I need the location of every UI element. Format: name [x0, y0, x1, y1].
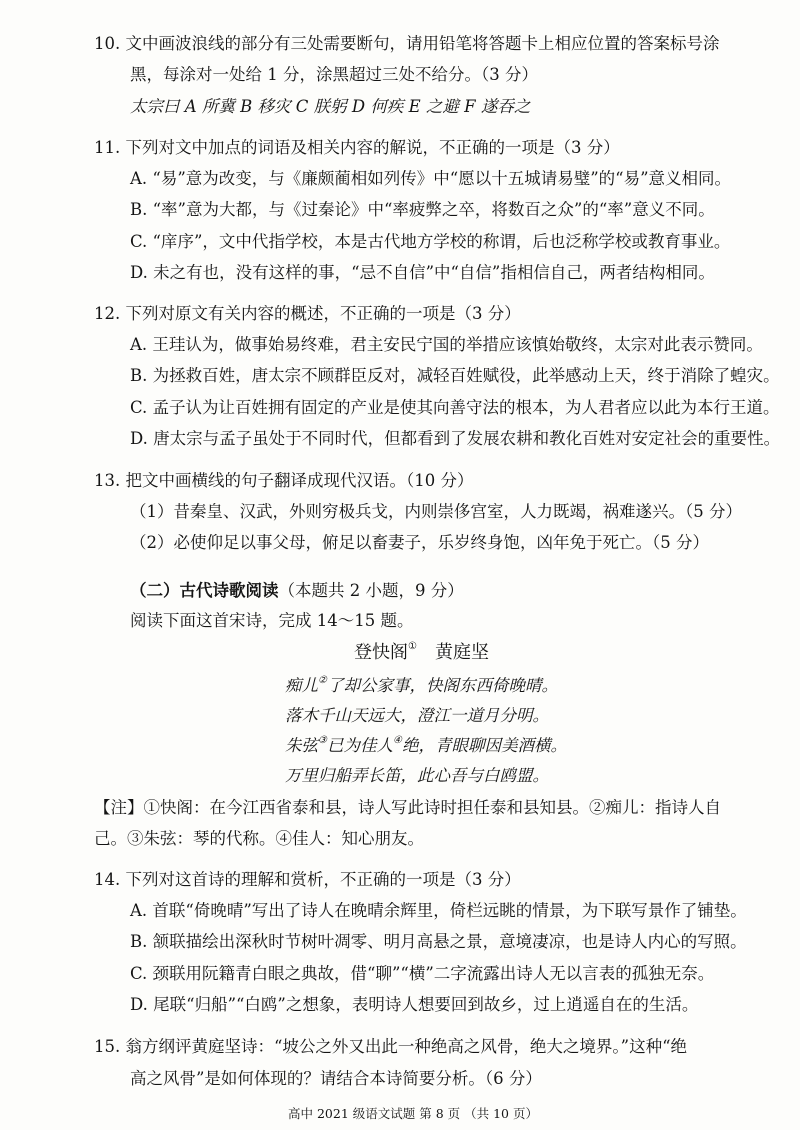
q11-option-c: C. “庠序”，文中代指学校，本是古代地方学校的称谓，后也泛称学校或教育事业。 — [130, 232, 731, 251]
poem-line-4-text: 万里归船弄长笛，此心吾与白鸥盟。 — [285, 766, 549, 785]
q11-option-a: A. “易”意为改变，与《廉颇蔺相如列传》中“愿以十五城请易璧”的“易”意义相同。 — [130, 169, 732, 188]
q15-line-2: 高之风骨”是如何体现的？请结合本诗简要分析。（6 分） — [130, 1069, 542, 1088]
poem-line-2-text: 落木千山天远大，澄江一道月分明。 — [285, 706, 549, 725]
poem-line-2 — [285, 708, 549, 725]
q14-option-a: A. 首联“倚晚晴”写出了诗人在晚晴余辉里，倚栏远眺的情景，为下联写景作了铺垫。 — [130, 901, 747, 920]
poem-line-1-part-b: 了却公家事，快阁东西倚晚晴。 — [326, 676, 558, 695]
q14-option-b: B. 颔联描绘出深秋时节树叶凋零、明月高悬之景，意境凄凉，也是诗人内心的写照。 — [130, 932, 747, 951]
poem-line-3 — [285, 735, 567, 755]
poem-line-3-mark-b: ④ — [392, 735, 402, 746]
q14-option-c: C. 颈联用阮籍青白眼之典故，借“聊”“横”二字流露出诗人无以言表的孤独无奈。 — [130, 964, 715, 983]
q10-line-1: 10. 文中画波浪线的部分有三处需要断句，请用铅笔将答题卡上相应位置的答案标号涂 — [94, 34, 720, 53]
q14-stem: 14. 下列对这首诗的理解和赏析，不正确的一项是（3 分） — [94, 870, 521, 889]
poem-title-row — [354, 641, 489, 663]
section-2-heading-note: （本题共 2 小题，9 分） — [278, 581, 464, 600]
q12-option-b: B. 为拯救百姓，唐太宗不顾群臣反对，减轻百姓赋役，此举感动上天，终于消除了蝗灾。 — [130, 366, 780, 385]
q10-line-2: 黑，每涂对一处给 1 分，涂黑超过三处不给分。（3 分） — [130, 65, 538, 84]
page-footer: 高中 2021 级语文试题 第 8 页 （共 10 页） — [288, 1106, 538, 1121]
poem-line-3-part-b: 已为佳人 — [326, 736, 393, 755]
poem-line-3-mark-a: ③ — [318, 735, 327, 746]
poem-author: 黄庭坚 — [434, 642, 489, 663]
q13-stem: 13. 把文中画横线的句子翻译成现代汉语。（10 分） — [94, 471, 474, 490]
section-2-heading: （二）古代诗歌阅读 — [130, 581, 279, 600]
section-2-intro: 阅读下面这首宋诗，完成 14～15 题。 — [130, 611, 414, 630]
q10-passage: 太宗曰 A 所冀 B 移灾 C 朕躬 D 何疾 E 之避 F 遂吞之 — [130, 97, 531, 116]
poem-title-footnote-mark: ① — [408, 641, 417, 652]
q12-stem: 12. 下列对原文有关内容的概述，不正确的一项是（3 分） — [94, 304, 521, 323]
q11-option-b: B. “率”意为大都，与《过秦论》中“率疲弊之卒，将数百之众”的“率”意义不同。 — [130, 200, 715, 219]
poem-line-1-mark: ② — [318, 675, 327, 686]
q14-option-d: D. 尾联“归船”“白鸥”之想象，表明诗人想要回到故乡，过上逍遥自在的生活。 — [130, 995, 699, 1014]
section-2-heading-row — [130, 583, 464, 600]
note-line-1: 【注】①快阁：在今江西省泰和县，诗人写此诗时担任泰和县知县。②痴儿：指诗人自 — [94, 798, 721, 817]
poem-line-1-part-a: 痴儿 — [285, 676, 318, 695]
poem-line-3-part-a: 朱弦 — [285, 736, 318, 755]
poem-line-4 — [285, 768, 549, 785]
note-line-2: 己。③朱弦：琴的代称。④佳人：知心朋友。 — [94, 829, 424, 848]
q12-option-d: D. 唐太宗与孟子虽处于不同时代，但都看到了发展农耕和教化百姓对安定社会的重要性。 — [130, 429, 781, 448]
q11-stem: 11. 下列对文中加点的词语及相关内容的解说，不正确的一项是（3 分） — [94, 138, 620, 157]
q13-item-1: （1）昔秦皇、汉武，外则穷极兵戈，内则崇侈宫室，人力既竭，祸难遂兴。（5 分） — [130, 502, 742, 521]
q12-option-c: C. 孟子认为让百姓拥有固定的产业是使其向善守法的根本，为人君者应以此为本行王道。 — [130, 398, 780, 417]
q12-option-a: A. 王珪认为，做事始易终难，君主安民宁国的举措应该慎始敬终，太宗对此表示赞同。 — [130, 335, 763, 354]
q15-line-1: 15. 翁方纲评黄庭坚诗：“坡公之外又出此一种绝高之风骨，绝大之境界。”这种“绝 — [94, 1037, 688, 1056]
q13-item-2: （2）必使仰足以事父母，俯足以畜妻子，乐岁终身饱，凶年免于死亡。（5 分） — [130, 533, 709, 552]
q11-option-d: D. 未之有也，没有这样的事，“忌不自信”中“自信”指相信自己，两者结构相同。 — [130, 263, 715, 282]
poem-title: 登快阁 — [354, 642, 408, 663]
poem-line-1 — [285, 675, 558, 695]
poem-line-3-part-c: 绝，青眼聊因美酒横。 — [401, 736, 567, 755]
